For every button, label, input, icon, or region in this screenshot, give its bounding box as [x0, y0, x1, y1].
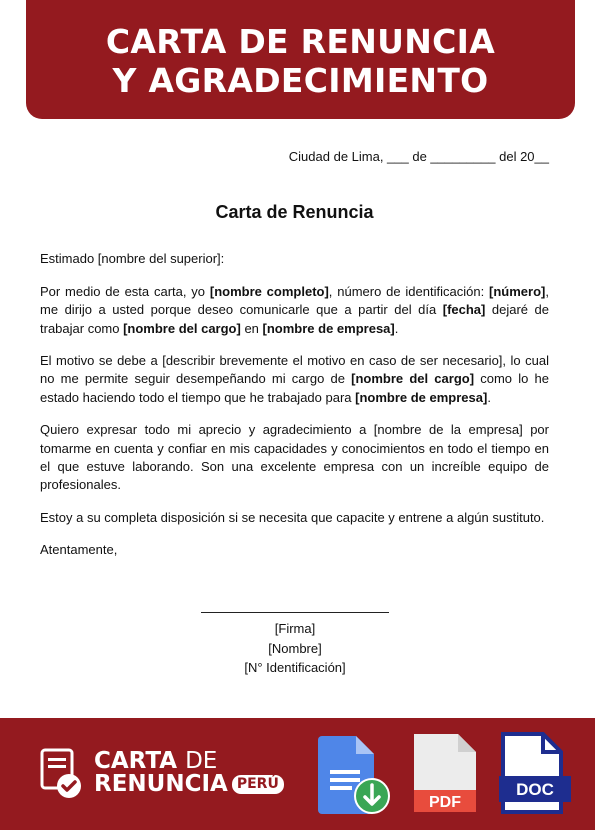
paragraph-3: Quiero expresar todo mi aprecio y agradecimiento a [nombre de la empresa] por tomarme en cuenta y confiar en mis capacidades y conocimientos en todo el tiempo en el que estuve laborando. Son una excelente empresa con un increíble equipo de profesionales.	[40, 422, 549, 493]
letter-title: Carta de Renuncia	[215, 202, 374, 223]
pdf-file-icon[interactable]	[412, 732, 478, 814]
text: en	[240, 320, 263, 336]
footer-bar	[0, 718, 595, 830]
placeholder-id-number: [número]	[489, 283, 546, 299]
brand-logo	[94, 750, 284, 796]
paragraph-1	[40, 283, 549, 338]
id-label: [N° Identificación]	[244, 660, 346, 675]
placeholder-company: [nombre de empresa]	[355, 389, 488, 405]
text: .	[394, 320, 399, 336]
signature-label: [Firma]	[274, 621, 316, 636]
paragraph-2	[40, 352, 549, 407]
text: .	[487, 389, 491, 405]
page-title: CARTA DE RENUNCIA Y AGRADECIMIENTO	[105, 22, 496, 100]
text: Por medio de esta carta, yo	[40, 283, 210, 299]
text: , me dirijo a usted porque deseo comunicarle que a partir del día	[40, 283, 549, 318]
google-docs-download-icon[interactable]	[318, 732, 394, 814]
text: dejaré de trabajar como	[40, 302, 549, 336]
paragraph-4: Estoy a su completa disposición si se necesita que capacite y entrene a algún sustituto.	[40, 509, 545, 525]
header-banner	[26, 0, 575, 119]
letter-body	[40, 148, 549, 560]
country-badge: PERÚ	[232, 775, 284, 794]
placeholder-company: [nombre de empresa]	[262, 320, 395, 336]
pdf-label: PDF	[429, 794, 461, 811]
placeholder-full-name: [nombre completo]	[209, 283, 329, 299]
text: como lo he estado haciendo todo el tiempo que he trabajado para	[40, 371, 549, 405]
doc-file-icon[interactable]	[497, 730, 573, 816]
place-date: Ciudad de Lima, ___ de _________ del 20__	[288, 149, 549, 164]
salutation: Estimado [nombre del superior]:	[40, 251, 225, 267]
name-label: [Nombre]	[268, 640, 322, 656]
signature-block	[200, 612, 390, 678]
text: , número de identificación:	[328, 283, 490, 299]
logo-word: RENUNCIA	[94, 771, 228, 797]
doc-label: DOC	[516, 780, 554, 799]
placeholder-date: [fecha]	[442, 302, 486, 318]
logo-word: CARTA	[94, 748, 178, 774]
closing: Atentamente,	[40, 542, 118, 558]
placeholder-job-title: [nombre del cargo]	[351, 371, 475, 387]
placeholder-job-title: [nombre del cargo]	[123, 320, 241, 336]
signature-line	[201, 612, 389, 613]
logo-word: DE	[185, 748, 218, 774]
document-check-icon	[40, 748, 84, 800]
text: El motivo se debe a [describir brevemente el motivo en caso de ser necesario], lo cual no me permite seguir desempeñando mi cargo de	[40, 353, 549, 387]
